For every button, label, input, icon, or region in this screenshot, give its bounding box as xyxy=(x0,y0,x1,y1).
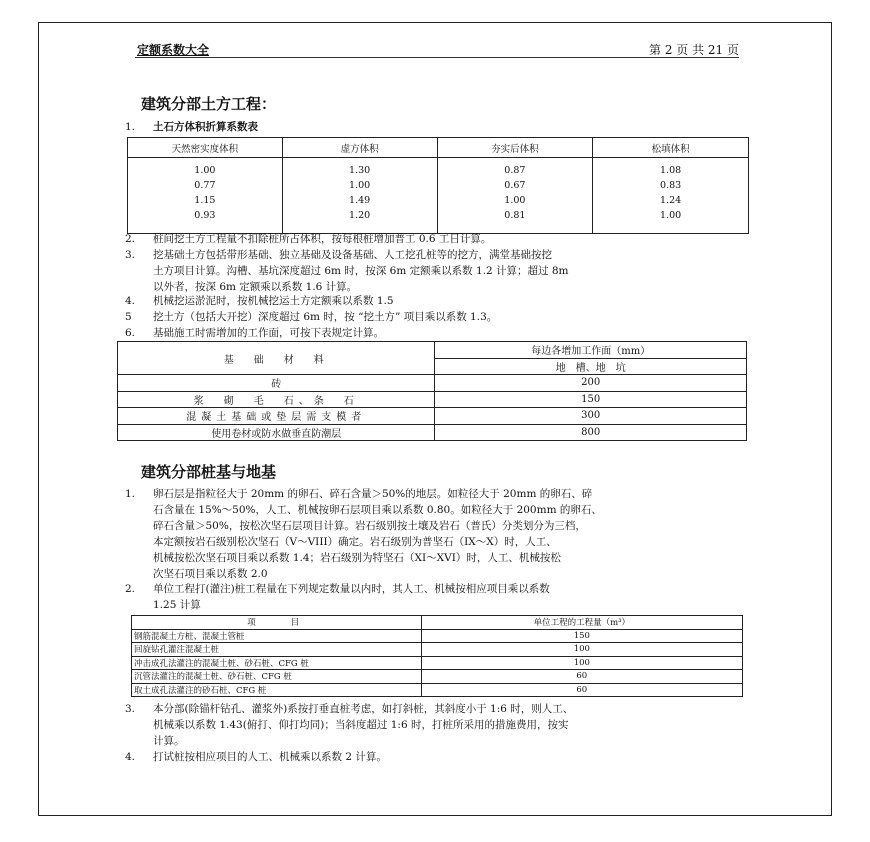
document-page xyxy=(38,22,832,816)
item-number: 2. xyxy=(125,583,136,595)
table-values-row xyxy=(128,158,749,234)
pile-quantity-table xyxy=(131,615,743,697)
table-cell: 100 xyxy=(421,656,742,670)
item-text: 挖土方（包括大开挖）深度超过 6m 时，按 “挖土方” 项目乘以系数 1.3。 xyxy=(153,311,498,323)
table-cell: 150 xyxy=(421,629,742,643)
conversion-factor-table xyxy=(127,137,749,234)
table-column-cell xyxy=(437,158,593,234)
section-title-earthwork: 建筑分部土方工程： xyxy=(141,95,277,113)
table-column-cell xyxy=(593,158,749,234)
table-header-cell: 松填体积 xyxy=(593,138,749,158)
table-row xyxy=(118,375,747,392)
item-text-line: 以外者，按深 6m 定额乘以系数 1.6 计算。 xyxy=(153,281,358,293)
table-row xyxy=(132,643,743,657)
table-cell: 60 xyxy=(421,670,742,684)
list-item xyxy=(125,581,785,613)
table-header-row xyxy=(128,138,749,158)
item-number: 4. xyxy=(125,295,136,307)
item-number: 4. xyxy=(125,751,136,763)
table-cell: 1.20 xyxy=(349,210,371,221)
table-cell: 浆 砌 毛 石、条 石 xyxy=(118,391,435,408)
item-text-line: 计算。 xyxy=(153,735,185,747)
header-title: 定额系数大全 xyxy=(137,43,210,57)
item-text: 机械挖运淤泥时，按机械挖运土方定额乘以系数 1.5 xyxy=(153,295,394,307)
item-number: 5 xyxy=(125,311,132,323)
item-text: 土石方体积折算系数表 xyxy=(153,121,258,133)
table-cell: 1.15 xyxy=(194,195,216,206)
item-text: 桩间挖土方工程量不扣除桩所占体积，按每根桩增加普工 0.6 工日计算。 xyxy=(153,233,492,245)
table-cell: 取土成孔法灌注的砂石桩、CFG 桩 xyxy=(132,683,422,697)
list-item xyxy=(125,325,765,341)
table-cell: 1.00 xyxy=(194,165,216,176)
list-item xyxy=(125,119,765,135)
table-cell: 0.81 xyxy=(504,210,526,221)
list-item xyxy=(125,486,785,582)
table-cell: 300 xyxy=(435,408,747,425)
item-text-line: 机械乘以系数 1.43(俯打、仰打均同)；当斜度超过 1:6 时，打桩所采用的措施费用，按实 xyxy=(153,719,569,731)
table-row xyxy=(118,408,747,425)
table-cell: 1.00 xyxy=(660,210,682,221)
page-number: 第 2 页 共 21 页 xyxy=(649,43,739,57)
table-cell: 100 xyxy=(421,643,742,657)
table-row xyxy=(118,424,747,441)
item-text-line: 单位工程打(灌注)桩工程量在下列规定数量以内时，其人工、机械按相应项目乘以系数 xyxy=(153,583,550,595)
table-cell: 60 xyxy=(421,683,742,697)
table-column-cell xyxy=(282,158,437,234)
list-item xyxy=(125,701,785,749)
table-header-cell: 项 目 xyxy=(132,616,422,630)
item-text: 打试桩按相应项目的人工、机械乘以系数 2 计算。 xyxy=(153,751,387,763)
item-number: 3. xyxy=(125,703,136,715)
item-text-line: 1.25 计算 xyxy=(153,599,201,611)
item-number: 6. xyxy=(125,327,136,339)
item-text: 基础施工时需增加的工作面，可按下表规定计算。 xyxy=(153,327,384,339)
list-item xyxy=(125,749,785,765)
item-text-line: 土方项目计算。沟槽、基坑深度超过 6m 时，按深 6m 定额乘以系数 1.2 计算；超过 8m xyxy=(153,265,569,277)
item-text-line: 本分部(除锚杆钻孔、灌浆外)系按打垂直桩考虑，如打斜桩，其斜度小于 1:6 时，则人工、 xyxy=(153,703,574,715)
table-row xyxy=(132,656,743,670)
table-header-row xyxy=(132,616,743,630)
table-cell: 150 xyxy=(435,391,747,408)
table-cell: 0.83 xyxy=(660,180,682,191)
item-text-line: 机械按松次坚石项目乘以系数 1.4；岩石级别为特坚石（XI～XVI）时，人工、机械按松 xyxy=(153,552,561,564)
table-cell: 砖 xyxy=(118,375,435,392)
table-row xyxy=(132,670,743,684)
table-row xyxy=(118,391,747,408)
list-item xyxy=(125,309,765,325)
item-number: 3. xyxy=(125,249,136,261)
table-cell: 0.87 xyxy=(504,165,526,176)
list-item xyxy=(125,293,765,309)
table-cell: 1.24 xyxy=(660,195,682,206)
table-cell: 冲击成孔法灌注的混凝土桩、砂石桩、CFG 桩 xyxy=(132,656,422,670)
table-column-cell xyxy=(128,158,283,234)
table-cell: 0.93 xyxy=(194,210,216,221)
table-cell: 混凝土基础或垫层需支模者 xyxy=(118,408,435,425)
item-text-line: 挖基础土方包括带形基础、独立基础及设备基础、人工挖孔桩等的挖方，满堂基础按挖 xyxy=(153,249,552,261)
list-item xyxy=(125,247,765,295)
table-cell: 钢筋混凝土方桩、混凝土管桩 xyxy=(132,629,422,643)
table-header-cell: 虚方体积 xyxy=(282,138,437,158)
item-text-line: 碎石含量＞50%，按松次坚石层项目计算。岩石级别按土壤及岩石（普氏）分类划分为三档， xyxy=(153,520,586,532)
table-header-cell: 基 础 材 料 xyxy=(118,342,435,375)
section-title-piling: 建筑分部桩基与地基 xyxy=(141,463,277,481)
work-surface-table xyxy=(117,341,747,441)
table-header-cell: 夯实后体积 xyxy=(437,138,593,158)
table-cell: 1.49 xyxy=(349,195,371,206)
table-cell: 0.77 xyxy=(194,180,216,191)
table-cell: 200 xyxy=(435,375,747,392)
item-text-line: 本定额按岩石级别松次坚石（V～VIII）确定。岩石级别为普坚石（IX～X）时，人工、 xyxy=(153,536,557,548)
item-number: 2. xyxy=(125,233,136,245)
table-header-cell: 每边各增加工作面（mm） xyxy=(435,342,747,359)
table-cell: 1.08 xyxy=(660,165,682,176)
item-text-line: 卵石层是指粒径大于 20mm 的卵石、碎石含量＞50%的地层。如粒径大于 20mm 的卵石、碎 xyxy=(153,488,593,500)
item-text-line: 石含量在 15%～50%，人工、机械按卵石层项目乘以系数 0.80。如粒径大于 200mm 的卵石、 xyxy=(153,504,602,516)
item-number: 1. xyxy=(125,121,136,133)
table-cell: 回旋钻孔灌注混凝土桩 xyxy=(132,643,422,657)
item-text-line: 次坚石项目乘以系数 2.0 xyxy=(153,568,268,580)
table-cell: 800 xyxy=(435,424,747,441)
table-header-cell: 天然密实度体积 xyxy=(128,138,283,158)
table-cell: 1.00 xyxy=(349,180,371,191)
table-row xyxy=(132,683,743,697)
table-cell: 0.67 xyxy=(504,180,526,191)
table-row xyxy=(132,629,743,643)
item-number: 1. xyxy=(125,488,136,500)
table-cell: 沉管法灌注的混凝土桩、砂石桩、CFG 桩 xyxy=(132,670,422,684)
table-cell: 1.30 xyxy=(349,165,371,176)
table-cell: 使用卷材或防水做垂直防潮层 xyxy=(118,424,435,441)
header-divider xyxy=(135,57,739,58)
table-cell: 1.00 xyxy=(504,195,526,206)
table-header-cell: 单位工程的工程量（m³） xyxy=(421,616,742,630)
table-header-cell: 地 槽、地 坑 xyxy=(435,358,747,375)
list-item xyxy=(125,231,765,247)
table-header-row xyxy=(118,342,747,359)
